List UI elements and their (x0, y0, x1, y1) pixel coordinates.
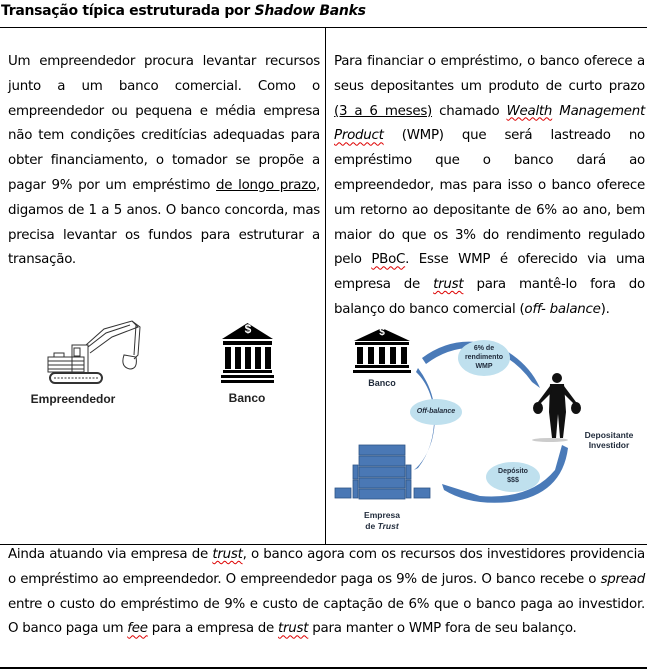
column-divider (325, 27, 326, 544)
italic-term: Product (334, 128, 384, 144)
entrepreneur-label: Empreendedor (30, 392, 116, 406)
italic-term: trust (212, 547, 243, 562)
deposit-label (486, 467, 540, 485)
investor-label-line: Investidor (588, 440, 630, 450)
table-top-border (0, 27, 647, 28)
bottom-text-part: para a empresa de (147, 621, 279, 637)
yield-label-line: rendimento (464, 354, 504, 361)
left-text-part: Um empreendedor procura levantar recursos junto a um banco comercial. Como o empreendedor ou pequena e média empresa não tem condições creditícias adequadas para obter financiamento, o tomador se propõe a pagar 9% por um empréstimo (8, 54, 320, 193)
deposit-label-line: $$$ (507, 477, 519, 484)
bank-label: Banco (228, 391, 266, 405)
abbreviation: PBoC (371, 252, 406, 268)
bottom-text-part: entre o custo do empréstimo de 9% e custo de captação de 6% que o banco paga ao investidor. O banco paga um (8, 596, 645, 637)
excavator-icon (44, 315, 144, 390)
trust-label (352, 510, 412, 532)
bottom-text-part: para manter o WMP fora de seu balanço. (308, 621, 577, 637)
bottom-text-part: Ainda atuando via empresa de (8, 547, 213, 562)
underlined-term: (3 a 6 meses) (334, 103, 433, 119)
underlined-term: de longo prazo (216, 177, 316, 193)
page-title (1, 3, 366, 19)
yield-label-line: 6% de (473, 345, 495, 352)
dollar-icon: $ (244, 322, 252, 336)
investor-label-line: Depositante (584, 430, 634, 440)
title-text: Transação típica estruturada por (1, 3, 255, 19)
italic-term: Management (552, 103, 645, 119)
italic-term: trust (433, 277, 464, 293)
trust-label-italic: Trust (377, 521, 399, 531)
left-text-end: , digamos de 1 a 5 anos. O banco concorda, mas precisa levantar os fundos para estruturar a transação. (8, 177, 320, 268)
right-paragraph (334, 50, 645, 323)
right-text-part: . Esse WMP é oferecido via uma empresa de (334, 252, 645, 293)
italic-term: off- balance (524, 301, 601, 317)
diagram-bank-label: Banco (368, 378, 396, 388)
table-bottom-border (0, 667, 647, 669)
investor-label (574, 430, 644, 450)
bottom-text-part: , o banco agora com os recursos dos investidores providencia o empréstimo ao empreendedor. O empreendedor paga os 9% de juros. O banco recebe o (8, 547, 646, 587)
bottom-paragraph (8, 543, 645, 642)
right-text-part: (WMP) que será lastreado no empréstimo que o banco dará ao empreendedor, mas para isso o banco oferece um retorno ao depositante de 6% ao ano, bem maior do que os 3% do rendimento regulado pelo (334, 128, 645, 268)
italic-term: trust (278, 621, 309, 637)
italic-term: fee (127, 621, 148, 637)
yield-label (458, 344, 510, 371)
trust-label-de: de (365, 521, 378, 531)
trust-label-line: Empresa (364, 510, 400, 520)
title-italic: Shadow Banks (254, 3, 366, 19)
right-text-part: para mantê-lo fora do balanço do banco comercial ( (334, 277, 645, 317)
deposit-label-line: Depósito (498, 468, 528, 475)
right-text-part: Para financiar o empréstimo, o banco oferece a seus depositantes um produto de curto prazo (334, 54, 645, 94)
right-text-part: chamado (432, 103, 507, 119)
right-text-part: ). (600, 301, 610, 317)
yield-label-line: WMP (475, 363, 493, 370)
left-paragraph (8, 50, 320, 273)
italic-term: spread (600, 571, 645, 587)
offbalance-label: Off-balance (416, 408, 456, 415)
diagram-dollar-icon: $ (379, 327, 385, 338)
trust-building-icon (333, 443, 433, 503)
italic-term: Wealth (506, 103, 553, 119)
